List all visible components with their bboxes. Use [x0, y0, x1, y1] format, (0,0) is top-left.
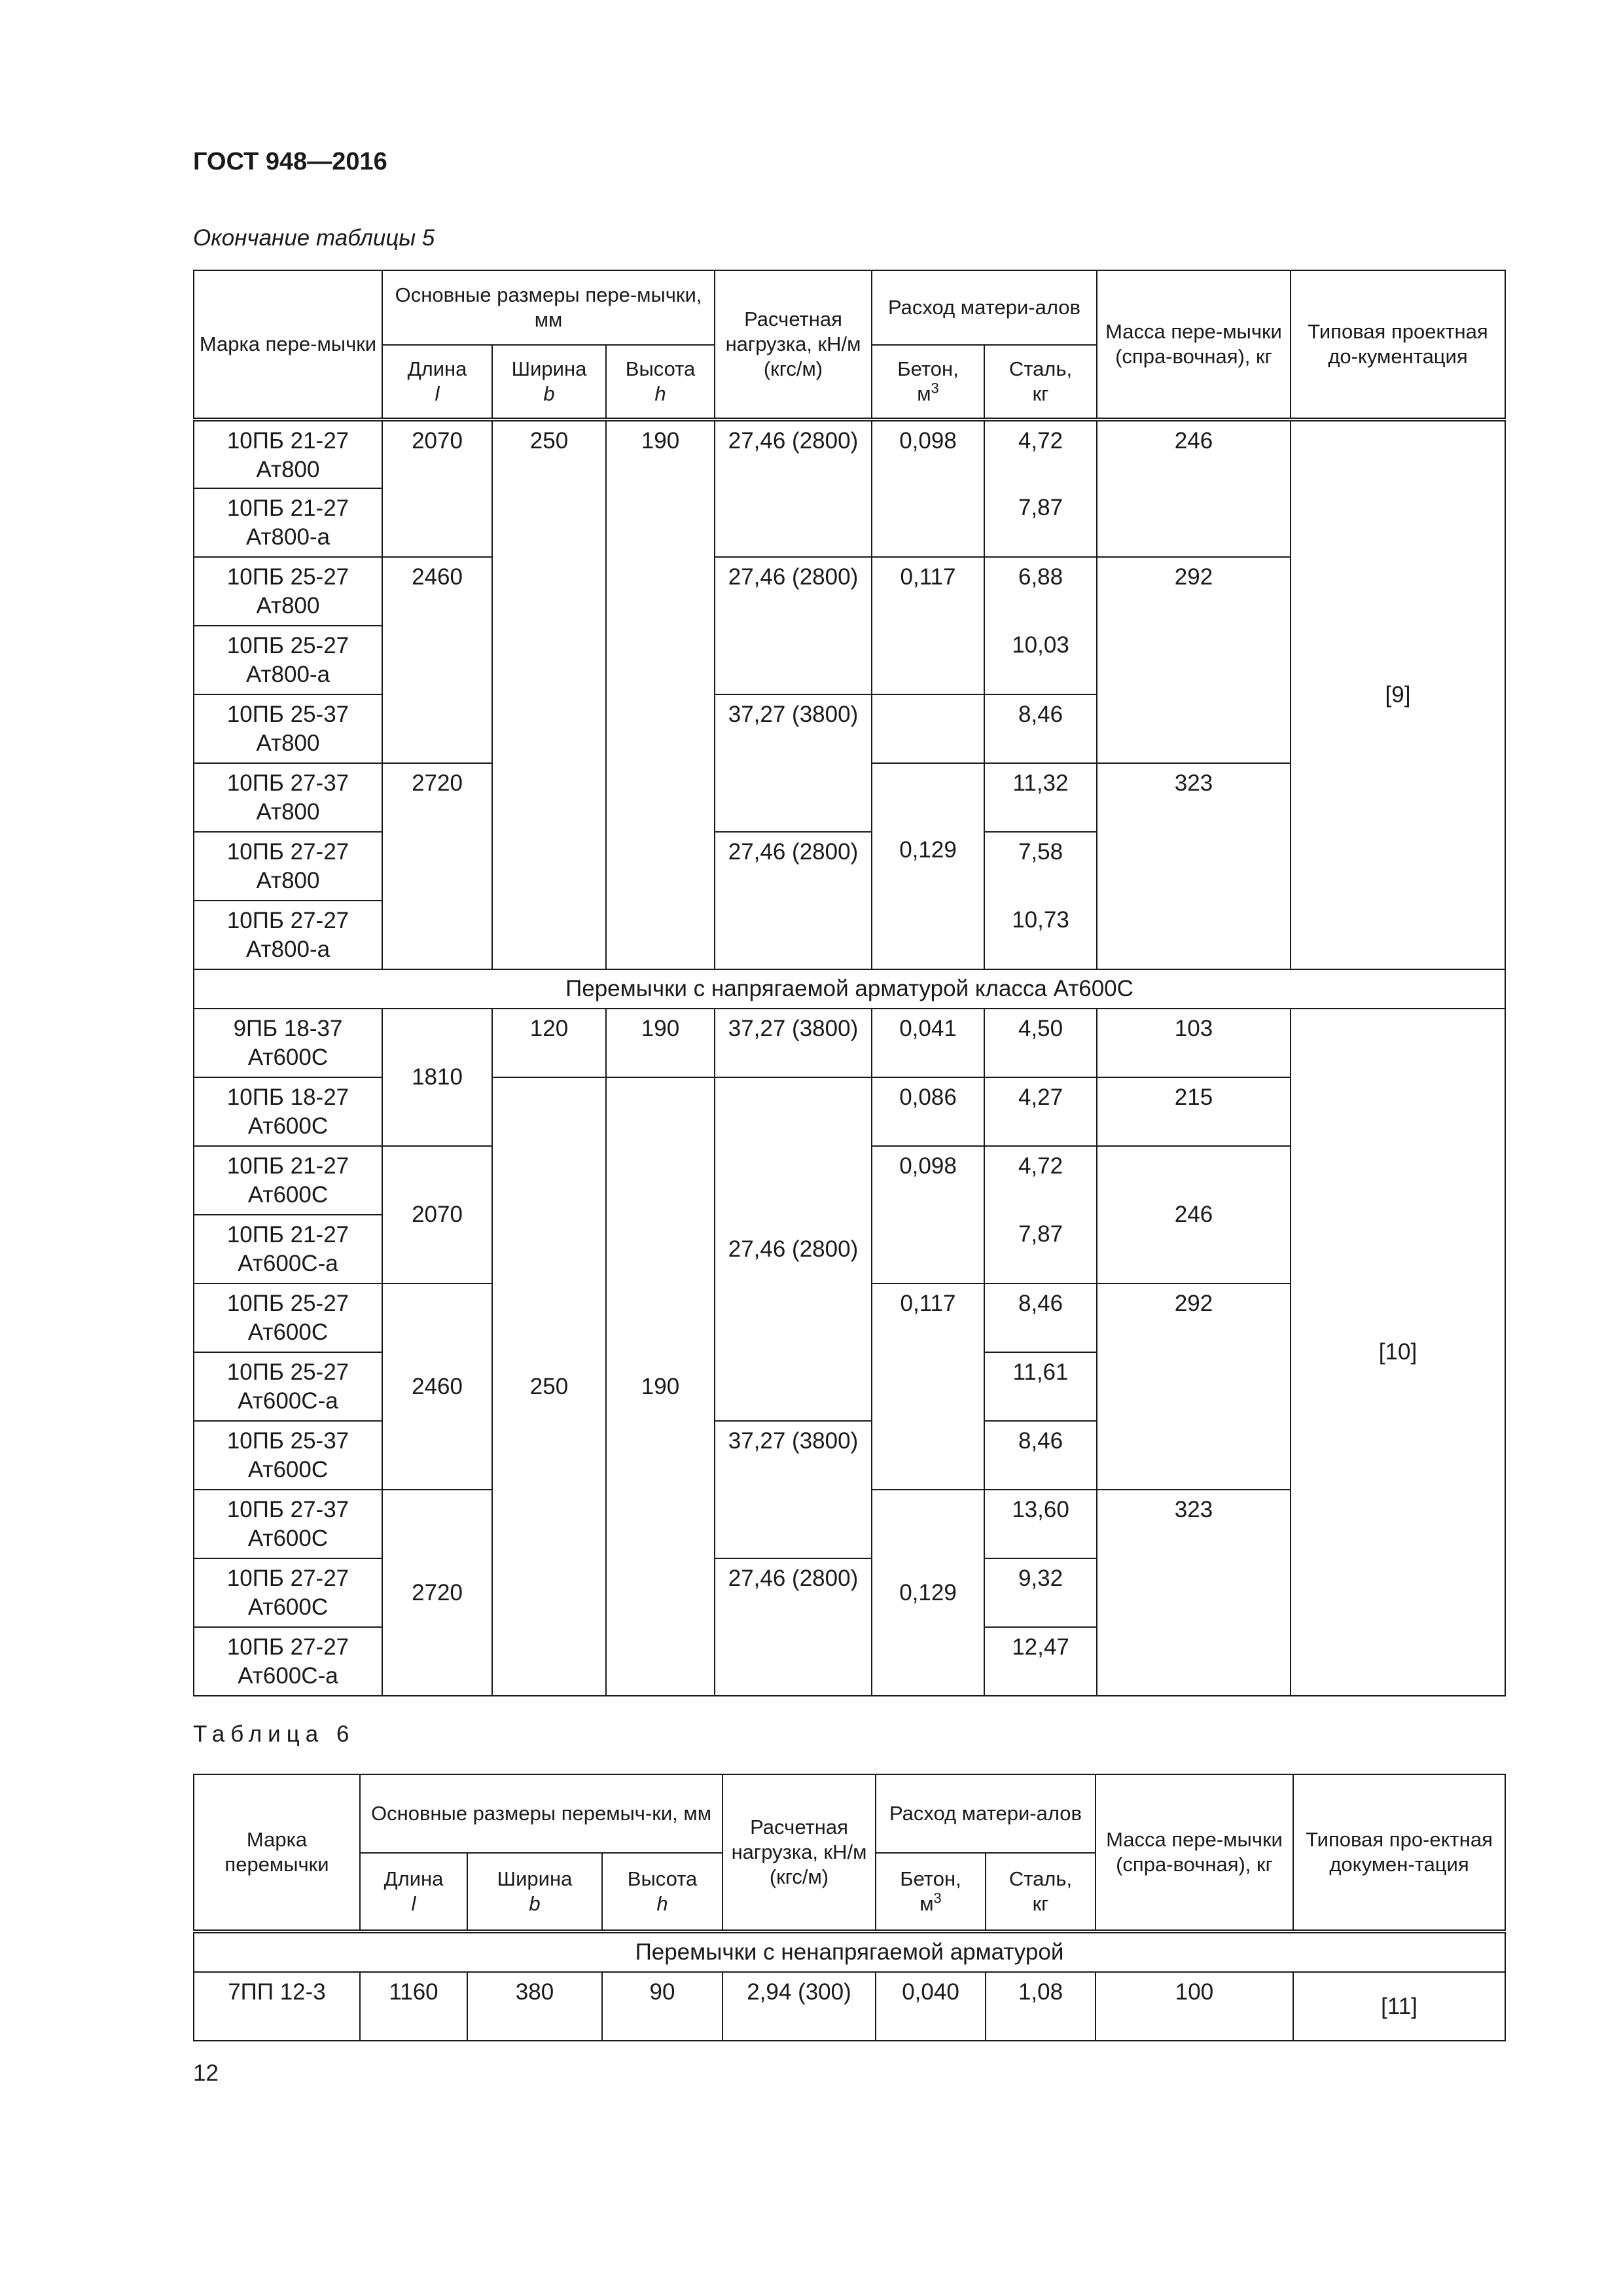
length-cell: 2460	[382, 1283, 492, 1490]
header-dimensions: Основные размеры перемыч-ки, мм	[360, 1774, 722, 1853]
steel-cell: 7,87	[984, 1215, 1097, 1283]
mass-cell: 292	[1097, 557, 1291, 763]
table-row-mark: 7ПП 12-3	[194, 1972, 360, 2041]
concrete-cell: 0,086	[872, 1077, 984, 1146]
header-load: Расчетная нагрузка, кН/м (кгс/м)	[715, 270, 872, 420]
steel-cell: 12,47	[984, 1627, 1097, 1696]
table-row-mark: 10ПБ 21-27 Ат800	[194, 420, 382, 488]
load-cell: 2,94 (300)	[722, 1972, 876, 2041]
length-cell: 1160	[360, 1972, 467, 2041]
header-mass: Масса пере-мычки (спра-вочная), кг	[1096, 1774, 1293, 1931]
table-row-mark: 10ПБ 25-27 Ат600С-а	[194, 1352, 382, 1421]
header-materials: Расход матери-алов	[876, 1774, 1096, 1853]
docs-cell: [10]	[1291, 1009, 1505, 1696]
table-row-mark: 10ПБ 27-27 Ат600С	[194, 1558, 382, 1627]
steel-cell: 4,50	[984, 1009, 1097, 1077]
header-height: Высота h	[602, 1853, 722, 1931]
steel-cell: 4,72	[984, 1146, 1097, 1215]
steel-cell: 7,58	[984, 832, 1097, 901]
table-row-mark: 10ПБ 25-37 Ат800	[194, 694, 382, 763]
height-cell: 190	[606, 1077, 715, 1696]
height-cell: 190	[606, 420, 715, 969]
header-width: Ширина b	[492, 345, 606, 420]
header-dimensions: Основные размеры пере-мычки, мм	[382, 270, 715, 345]
length-cell: 2070	[382, 420, 492, 557]
length-cell: 2460	[382, 557, 492, 763]
table-row-mark: 10ПБ 27-27 Ат800-а	[194, 901, 382, 969]
length-cell: 1810	[382, 1009, 492, 1146]
header-mass: Масса пере-мычки (спра-вочная), кг	[1097, 270, 1291, 420]
steel-cell: 8,46	[984, 1283, 1097, 1352]
steel-cell: 8,46	[984, 694, 1097, 763]
section-title: Перемычки с напрягаемой арматурой класса Ат600С	[194, 969, 1505, 1009]
steel-cell: 1,08	[986, 1972, 1096, 2041]
table-row-mark: 10ПБ 27-27 Ат600С-а	[194, 1627, 382, 1696]
table-row-mark: 10ПБ 27-37 Ат600С	[194, 1490, 382, 1558]
length-cell: 2720	[382, 763, 492, 969]
steel-cell: 4,27	[984, 1077, 1097, 1146]
height-cell: 90	[602, 1972, 722, 2041]
length-cell: 2070	[382, 1146, 492, 1283]
load-cell: 37,27 (3800)	[715, 1009, 872, 1077]
section-title: Перемычки с ненапрягаемой арматурой	[194, 1931, 1505, 1972]
table5-caption: Окончание таблицы 5	[193, 225, 435, 251]
load-cell: 27,46 (2800)	[715, 1558, 872, 1696]
steel-cell: 8,46	[984, 1421, 1097, 1490]
header-mark: Марка перемычки	[194, 1774, 360, 1931]
mass-cell: 100	[1096, 1972, 1293, 2041]
header-docs: Типовая про-ектная докумен-тация	[1293, 1774, 1505, 1931]
table-row-mark: 10ПБ 27-27 Ат800	[194, 832, 382, 901]
header-steel: Сталь, кг	[986, 1853, 1096, 1931]
header-steel: Сталь, кг	[984, 345, 1097, 420]
steel-cell: 10,03	[984, 626, 1097, 694]
mass-cell: 246	[1097, 1146, 1291, 1283]
table6-caption: Таблица 6	[193, 1721, 355, 1747]
mass-cell: 103	[1097, 1009, 1291, 1077]
table-row-mark: 10ПБ 27-37 Ат800	[194, 763, 382, 832]
load-cell: 27,46 (2800)	[715, 557, 872, 694]
table-row-mark: 10ПБ 25-27 Ат600С	[194, 1283, 382, 1352]
concrete-cell: 0,098	[872, 1146, 984, 1283]
mass-cell: 292	[1097, 1283, 1291, 1490]
page-number: 12	[193, 2060, 219, 2086]
load-cell: 27,46 (2800)	[715, 832, 872, 969]
header-height: Высота h	[606, 345, 715, 420]
concrete-cell: 0,098	[872, 420, 984, 557]
mass-cell: 323	[1097, 1490, 1291, 1696]
header-materials: Расход матери-алов	[872, 270, 1097, 345]
header-concrete: Бетон, $м^3$	[872, 345, 984, 420]
table-row-mark: 10ПБ 25-27 Ат800	[194, 557, 382, 626]
header-length: Длина l	[360, 1853, 467, 1931]
steel-cell: 11,61	[984, 1352, 1097, 1421]
width-cell: 380	[467, 1972, 602, 2041]
table-row-mark: 9ПБ 18-37 Ат600С	[194, 1009, 382, 1077]
concrete-cell: 0,041	[872, 1009, 984, 1077]
height-cell: 190	[606, 1009, 715, 1077]
load-cell: 27,46 (2800)	[715, 420, 872, 557]
header-concrete: Бетон, $м^3$	[876, 1853, 986, 1931]
steel-cell: 13,60	[984, 1490, 1097, 1558]
header-load: Расчетная нагрузка, кН/м (кгс/м)	[722, 1774, 876, 1931]
header-width: Ширина b	[467, 1853, 602, 1931]
docs-cell: [9]	[1291, 420, 1505, 969]
width-cell: 120	[492, 1009, 606, 1077]
concrete-cell: 0,117	[872, 557, 984, 694]
table-row-mark: 10ПБ 25-37 Ат600С	[194, 1421, 382, 1490]
concrete-cell: 0,117	[872, 1283, 984, 1490]
concrete-cell	[872, 694, 984, 763]
docs-cell: [11]	[1293, 1972, 1505, 2041]
mass-cell: 323	[1097, 763, 1291, 969]
width-cell: 250	[492, 1077, 606, 1696]
header-docs: Типовая проектная до-кументация	[1291, 270, 1505, 420]
steel-cell: 6,88	[984, 557, 1097, 626]
steel-cell: 11,32	[984, 763, 1097, 832]
load-cell: 37,27 (3800)	[715, 694, 872, 832]
load-cell: 27,46 (2800)	[715, 1077, 872, 1421]
width-cell: 250	[492, 420, 606, 969]
table-row-mark: 10ПБ 25-27 Ат800-а	[194, 626, 382, 694]
mass-cell: 215	[1097, 1077, 1291, 1146]
concrete-cell: 0,129	[872, 1490, 984, 1696]
concrete-cell: 0,129	[872, 763, 984, 969]
steel-cell: 10,73	[984, 901, 1097, 969]
document-code: ГОСТ 948—2016	[193, 148, 387, 175]
length-cell: 2720	[382, 1490, 492, 1696]
table-6	[193, 1774, 1506, 2041]
table-row-mark: 10ПБ 21-27 Ат600С-а	[194, 1215, 382, 1283]
concrete-cell: 0,040	[876, 1972, 986, 2041]
header-mark: Марка пере-мычки	[194, 270, 382, 420]
steel-cell: 4,72	[984, 420, 1097, 488]
load-cell: 37,27 (3800)	[715, 1421, 872, 1558]
table-5	[193, 270, 1506, 1696]
mass-cell: 246	[1097, 420, 1291, 557]
table-row-mark: 10ПБ 21-27 Ат800-а	[194, 488, 382, 557]
table-row-mark: 10ПБ 21-27 Ат600С	[194, 1146, 382, 1215]
steel-cell: 9,32	[984, 1558, 1097, 1627]
steel-cell: 7,87	[984, 488, 1097, 557]
header-length: Длина l	[382, 345, 492, 420]
table-row-mark: 10ПБ 18-27 Ат600С	[194, 1077, 382, 1146]
